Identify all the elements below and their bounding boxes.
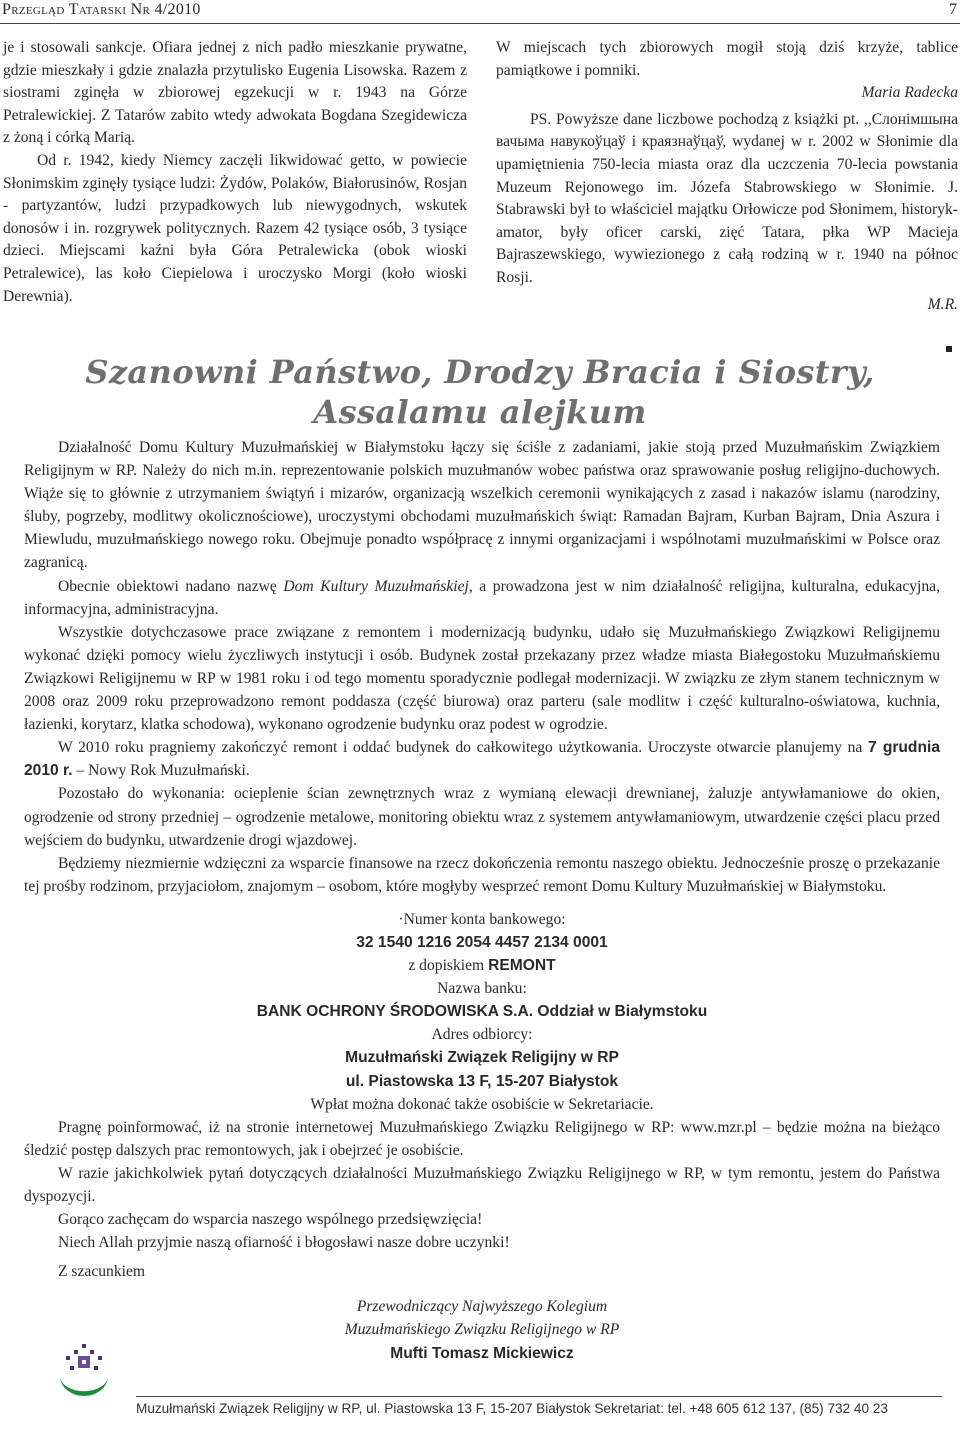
appeal-paragraph-6: Będziemy niezmiernie wdzięczni za wsparcie finansowe na rzecz dokończenia remontu naszego obiektu. Jednocześnie proszę o przekazanie tej prośby rodzinom, przyjaciołom, znajomym – osobom, które mogłyby wesprzeć remont Domu Kultury Muzułmańskiej w Białymstoku. [24, 854, 940, 895]
page-header [0, 0, 960, 22]
appeal-p2-end: , a prowadzona jest w nim działalność religijna, kulturalna, edukacyjna, informacyjna, administracyjna. [24, 577, 941, 618]
left-paragraph-2: Od r. 1942, kiedy Niemcy zaczęli likwidować getto, w powiecie Słonimskim zginęły tysiące ludzi: Żydów, Polaków, Białorusinów, Rosjan - partyzantów, ludzi przypadkowych lub niewygodnych, wskutek donosów i in. rozgrywek politycznych. Razem 42 tysiące osób, 3 tysiące dzieci. Miejscami kaźni była Góra Petralewicka (obok wioski Petralewice), las koło Ciepielowa i uroczysko Morgi (koło wioski Derewnia). [3, 151, 467, 305]
appeal-p2-italic: Dom Kultury Muzułmańskiej [283, 577, 469, 595]
appeal-paragraph-3: Wszystkie dotychczasowe prace związane z remontem i modernizacją budynku, udało się Muzułmańskiego Związkowi Religijnemu wykonać dzięki pomocy wielu życzliwych instytucji i osób. Budynek został przekazany przez władze miasta Białegostoku Muzułmańskiemu Związkowi Religijnemu w RP w 1981 roku i od tego momentu sporadycznie podlegał modernizacji. W związku ze złym stanem technicznym w 2008 oraz 2009 roku przeprowadzono remont poddasza (część biurowa) oraz parteru (sale modlitw i część kulturalno-oświatowa, kuchnia, łazienki, korytarz, klatka schodowa), wykonano ogrodzenie budynku oraz podest w ogrodzie. [24, 623, 940, 734]
appeal-paragraph-1: Działalność Domu Kultury Muzułmańskiej w Białymstoku łączy się ściśle z zadaniami, jakie stoją przed Muzułmańskim Związkiem Religijnym w RP. Należy do nich m.in. reprezentowanie polskich muzułmanów wobec państwa oraz sprawowanie posług religijno-duchowych. Wiąże się to głównie z utrzymaniem świątyń i mizarów, organizacją wszelkich ceremonii wynikających z zasad i nakazów islamu (narodziny, śluby, pogrzeby, modlitwy okolicznościowe), uroczystymi obchodami muzułmańskich świąt: Ramadan Bajram, Kurban Bajram, Dnia Aszura i Miewludu, muzułmańskiego nowego roku. Obejmuje ponadto współpracę z innymi organizacjami i wspólnotami muzułmańskimi w Polsce oraz zagranicą. [24, 439, 940, 572]
page-footer [136, 1396, 942, 1416]
appeal-p2-start: Obecnie obiektowi nadano nazwę [58, 577, 284, 595]
closing-paragraph-3: Gorąco zachęcam do wsparcia naszego wspólnego przedsięwzięcia! [58, 1211, 483, 1229]
signature-title-2: Muzułmańskiego Związku Religijnego w RP [344, 1321, 620, 1339]
footer-contact: Muzułmański Związek Religijny w RP, ul. Piastowska 13 F, 15-207 Białystok Sekretariat: tel. +48 605 612 137, (85) 732 40 23 [136, 1401, 888, 1416]
account-label: ·Numer konta bankowego: [398, 910, 566, 928]
in-person-note: Wpłat można dokonać także osobiście w Sekretariacie. [310, 1095, 654, 1113]
postscript-initials: M.R. [927, 295, 958, 313]
publication-title: Przegląd Tatarski Nr 4/2010 [2, 1, 201, 18]
appeal-paragraph-2 [24, 575, 940, 621]
appeal-p4-start: W 2010 roku pragniemy zakończyć remont i oddać budynek do całkowitego użytkowania. Uroczyste otwarcie planujemy na [58, 739, 869, 757]
appeal-body [24, 436, 940, 1365]
account-number: 32 1540 1216 2054 4457 2134 0001 [356, 933, 608, 951]
appeal-title [0, 352, 960, 432]
header-rule [0, 23, 960, 24]
appeal-paragraph-5: Pozostało do wykonania: ocieplenie ścian zewnętrznych wraz z wymianą elewacji drewnianej, żaluzje antywłamaniowe do okien, ogrodzenie od strony przedniej – ogrodzenie metalowe, monitoring obiektu wraz z systemem antywłamaniowym, utwardzenie części placu przed wejściem do budynku, utwardzenie drogi wjazdowej. [24, 785, 940, 849]
appeal-title-line-2: Assalamu alejkum [313, 393, 647, 431]
recipient-label: Adres odbiorcy: [431, 1026, 533, 1044]
opening-date: 7 grudnia 2010 r. [24, 739, 940, 780]
appeal-paragraph-4 [24, 736, 940, 782]
appeal-p4-end: – Nowy Rok Muzułmański. [72, 762, 250, 780]
page-number: 7 [949, 1, 957, 18]
signature-block [24, 1295, 940, 1364]
recipient-name: Muzułmański Związek Religijny w RP [345, 1049, 619, 1067]
recipient-address: ul. Piastowska 13 F, 15-207 Białystok [345, 1072, 619, 1090]
transfer-note-keyword: REMONT [488, 957, 556, 975]
left-paragraph-1: je i stosowali sankcje. Ofiara jednej z nich padło mieszkanie prywatne, gdzie mieszkały i gdzie znalazła przytulisko Eugenia Lisowska. Razem z siostrami zginęła w zbiorowej egzekucji w r. 1943 na Górze Petralewickiej. Z Tatarów zabito wtedy adwokata Bogdana Szegidewicza z żoną i córką Marią. [3, 39, 467, 147]
article-author: Maria Radecka [861, 84, 958, 102]
signature-name: Mufti Tomasz Mickiewicz [390, 1344, 574, 1362]
right-paragraph-1: W miejscach tych zbiorowych mogił stoją dziś krzyże, tablice pamiątkowe i pomniki. [496, 39, 958, 79]
bank-name-label: Nazwa banku: [437, 980, 527, 998]
right-column [496, 37, 958, 316]
closing-paragraph-1: Pragnę poinformować, iż na stronie internetowej Muzułmańskiego Związku Religijnego w RP: www.mzr.pl – będzie można na bieżąco śledzić postęp dalszych prac remontowych, jak i obejrzeć je osobiście. [24, 1118, 940, 1159]
left-column [3, 37, 467, 308]
transfer-note-start: z dopiskiem [408, 957, 489, 975]
appeal-title-line-1: Szanowni Państwo, Drodzy Bracia i Siostry, [85, 353, 875, 391]
bank-details [24, 908, 940, 1116]
crescent-star-logo-icon [52, 1342, 116, 1402]
closing-paragraph-2: W razie jakichkolwiek pytań dotyczących działalności Muzułmańskiego Związku Religijnego w RP, w tym remontu, jestem do Państwa dyspozycji. [24, 1164, 940, 1205]
transfer-note [24, 954, 940, 977]
closing-regards: Z szacunkiem [58, 1263, 146, 1281]
postscript: PS. Powyższe dane liczbowe pochodzą z książki pt. ,,Слонімшына вачыма навукоўцаў і краязнаўцаў, wydanej w r. 2002 w Słonimie dla upamiętnienia 750-lecia miasta oraz dla uczczenia 70-lecia powstania Muzeum Rejonowego im. Józefa Stabrowskiego w Słonimie. J. Stabrawski był to właściciel majątku Orłowicze pod Słonimem, historyk-amator, były oficer carski, zięć Tatara, płka WP Macieja Bajraszewskiego, wywiezionego z całą rodziną w r. 1940 na północ Rosji. [496, 110, 958, 286]
bank-name: BANK OCHRONY ŚRODOWISKA S.A. Oddział w Białymstoku [256, 1003, 708, 1021]
signature-title-1: Przewodniczący Najwyższego Kolegium [356, 1298, 608, 1316]
closing-paragraph-4: Niech Allah przyjmie naszą ofiarność i błogosławi nasze dobre uczynki! [58, 1234, 510, 1252]
